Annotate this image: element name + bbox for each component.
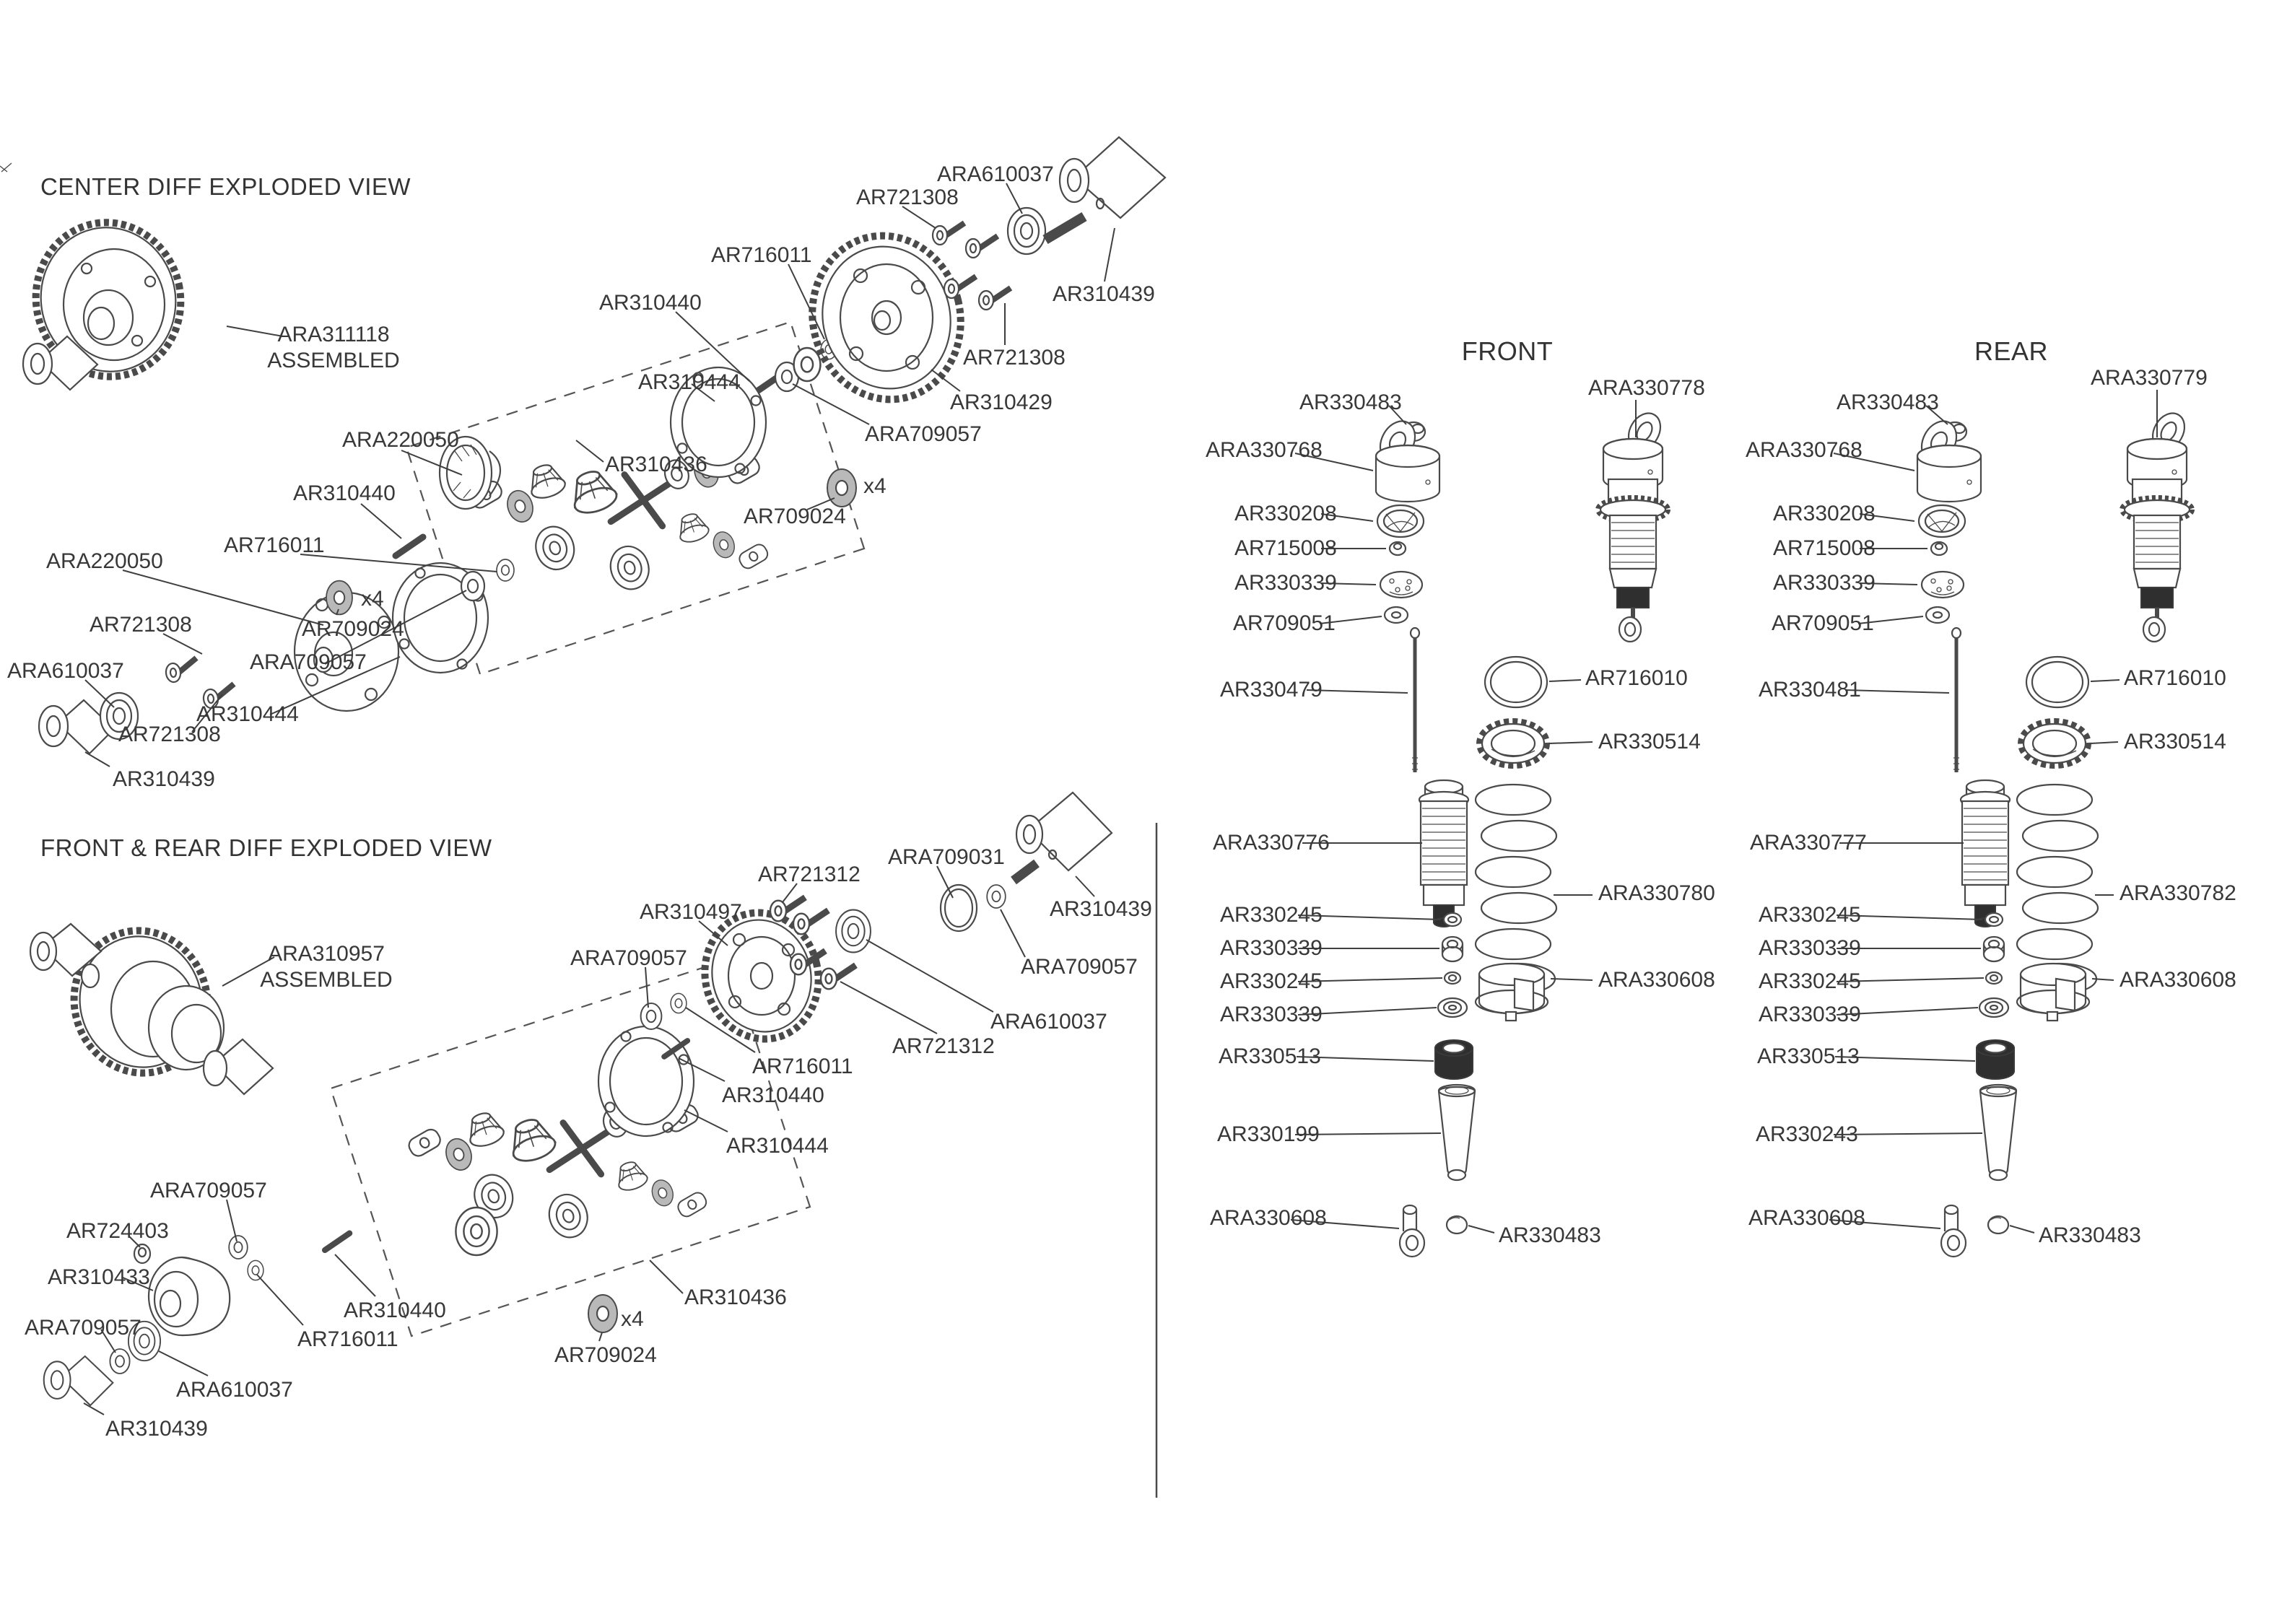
- part-label: AR716011: [297, 1327, 398, 1351]
- part-label: AR310497: [640, 900, 742, 924]
- part-label: AR330199: [1217, 1122, 1320, 1146]
- part-label: AR330245: [1759, 969, 1861, 993]
- part-label: ARA709057: [150, 1179, 267, 1202]
- part-label: ARA330768: [1746, 438, 1863, 462]
- part-label: AR330339: [1773, 571, 1876, 595]
- part-label: AR709051: [1233, 611, 1336, 635]
- part-label: AR310440: [293, 481, 396, 505]
- section-title-front-shocks: FRONT: [1461, 336, 1554, 366]
- part-label: ARA709057: [250, 650, 367, 674]
- part-label: AR709051: [1772, 611, 1874, 635]
- part-label: AR330339: [1759, 1003, 1861, 1026]
- part-label: ARA610037: [937, 162, 1054, 186]
- part-label: AR330339: [1220, 936, 1323, 960]
- part-label: AR310439: [1050, 897, 1152, 921]
- part-label: AR330479: [1220, 678, 1323, 702]
- section-title-center-diff: CENTER DIFF EXPLODED VIEW: [40, 173, 411, 200]
- part-label: AR716010: [2124, 666, 2226, 690]
- part-label: ARA330608: [1598, 968, 1715, 992]
- part-label: AR330513: [1757, 1044, 1860, 1068]
- part-label: AR721308: [90, 613, 192, 637]
- part-label: AR724403: [66, 1219, 169, 1243]
- part-label: AR310439: [113, 767, 215, 791]
- part-label: AR330245: [1220, 969, 1323, 993]
- part-label: ARA330778: [1588, 376, 1705, 400]
- part-label: AR709024: [744, 505, 846, 528]
- part-label: AR330208: [1773, 502, 1876, 525]
- part-label: ARA330782: [2120, 881, 2236, 905]
- part-label: AR330339: [1220, 1003, 1323, 1026]
- part-label: AR310439: [1053, 282, 1155, 306]
- section-title-front-rear-diff: FRONT & REAR DIFF EXPLODED VIEW: [40, 834, 492, 861]
- quantity-note: x4: [361, 587, 384, 611]
- part-label: AR330483: [1299, 390, 1402, 414]
- part-label: AR330245: [1759, 903, 1861, 927]
- part-label: ARA330780: [1598, 881, 1715, 905]
- part-label: AR310436: [605, 453, 707, 476]
- part-label: ARA330777: [1750, 831, 1867, 855]
- part-label: AR709024: [302, 617, 404, 641]
- part-label: ARA610037: [990, 1010, 1107, 1034]
- part-label: AR330514: [2124, 730, 2226, 754]
- part-label: AR330245: [1220, 903, 1323, 927]
- part-label: AR310440: [599, 291, 702, 315]
- part-label: ARA610037: [7, 659, 124, 683]
- part-label: AR310436: [684, 1285, 787, 1309]
- part-label: AR310439: [105, 1417, 208, 1441]
- part-label: AR721308: [118, 722, 221, 746]
- part-label: AR716011: [224, 533, 325, 557]
- part-label: AR330208: [1234, 502, 1337, 525]
- part-label: AR310433: [48, 1265, 150, 1289]
- part-label: AR330339: [1759, 936, 1861, 960]
- callout-front-rear-diff-assembled: ARA310957 ASSEMBLED: [260, 942, 393, 992]
- part-label: ARA709057: [865, 422, 982, 446]
- part-label: ARA709057: [570, 946, 687, 970]
- part-label: AR721312: [892, 1034, 995, 1058]
- part-label: AR330483: [2039, 1223, 2141, 1247]
- callout-center-diff-assembled: ARA311118 ASSEMBLED: [267, 323, 400, 372]
- part-label: ARA220050: [342, 428, 459, 452]
- part-label: AR310440: [344, 1298, 446, 1322]
- part-label: AR715008: [1234, 536, 1337, 560]
- part-label: AR716011: [752, 1055, 853, 1078]
- part-label: AR330339: [1234, 571, 1337, 595]
- part-label: AR716011: [711, 243, 812, 267]
- part-label: AR721308: [963, 346, 1066, 370]
- section-title-rear-shocks: REAR: [1974, 336, 2049, 366]
- part-label: ARA709057: [25, 1316, 141, 1340]
- part-label: AR709024: [554, 1343, 657, 1367]
- part-label: AR310444: [196, 702, 299, 726]
- part-label: AR330243: [1756, 1122, 1858, 1146]
- part-label: ARA330768: [1206, 438, 1323, 462]
- part-label: AR310444: [638, 370, 741, 394]
- part-label: AR330513: [1219, 1044, 1321, 1068]
- part-label: ARA610037: [176, 1378, 293, 1402]
- part-label: ARA330779: [2091, 366, 2208, 390]
- part-label: AR330483: [1837, 390, 1939, 414]
- part-label: AR330483: [1499, 1223, 1601, 1247]
- part-label: AR716010: [1585, 666, 1688, 690]
- part-label: AR715008: [1773, 536, 1876, 560]
- quantity-note: x4: [621, 1307, 644, 1331]
- part-label: AR310429: [950, 390, 1053, 414]
- part-label: ARA330608: [1748, 1206, 1865, 1230]
- part-label: ARA330776: [1213, 831, 1330, 855]
- part-label: ARA709057: [1021, 955, 1138, 979]
- part-label: AR330481: [1759, 678, 1861, 702]
- part-label: ARA330608: [2120, 968, 2236, 992]
- part-label: ARA330608: [1210, 1206, 1327, 1230]
- part-label: AR721312: [758, 863, 861, 886]
- quantity-note: x4: [863, 474, 886, 498]
- part-label: AR310440: [722, 1083, 824, 1107]
- part-label: AR310444: [726, 1134, 829, 1158]
- part-label: ARA220050: [46, 549, 163, 573]
- part-label: AR721308: [856, 185, 959, 209]
- part-label: ARA709031: [888, 845, 1005, 869]
- part-label: AR330514: [1598, 730, 1701, 754]
